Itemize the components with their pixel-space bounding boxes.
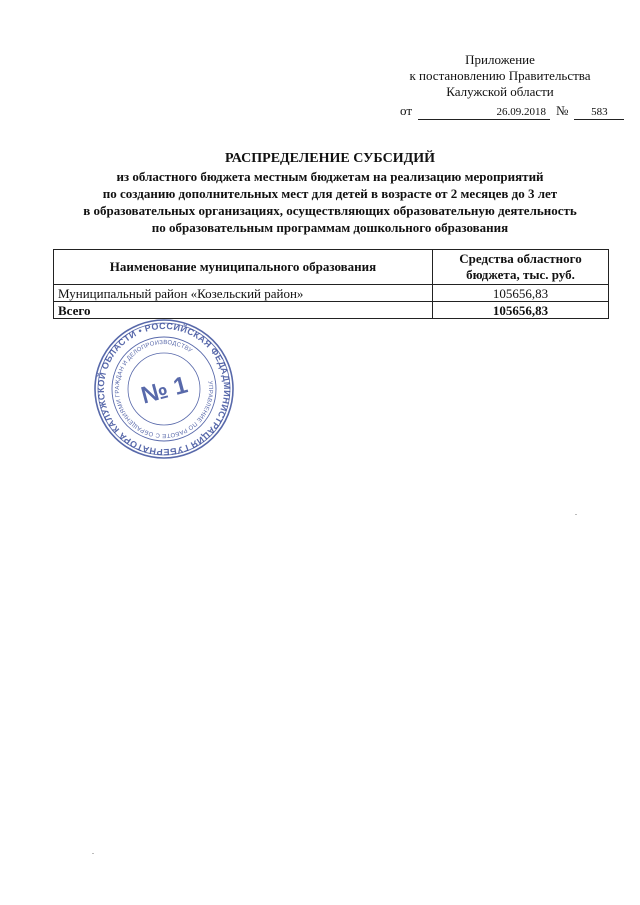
- resolution-date-number: [400, 103, 630, 120]
- header-funds-line-2: бюджета, тыс. руб.: [466, 267, 575, 282]
- header-funds-line-1: Средства областного: [459, 251, 582, 266]
- svg-text:№ 1: № 1: [138, 371, 191, 410]
- title-line-4: по образовательным программам дошкольного образования: [151, 220, 509, 235]
- date-prefix: от: [400, 103, 413, 118]
- scan-speck: [575, 514, 577, 515]
- total-value: 105656,83: [433, 302, 609, 319]
- table-total-row: [54, 302, 609, 319]
- subsidy-distribution-table: [53, 249, 609, 319]
- title-line-3: в образовательных организациях, осуществляющих образовательную деятельность: [83, 203, 577, 218]
- svg-text:УПРАВЛЕНИЕ ПО РАБОТЕ С ОБРАЩЕН: УПРАВЛЕНИЕ ПО РАБОТЕ С ОБРАЩЕНИЯМИ ГРАЖДАН И ДЕЛОПРОИЗВОДСТВУ: [114, 339, 214, 439]
- row-funds-value: 105656,83: [433, 285, 609, 302]
- title-line-2: по созданию дополнительных мест для детей в возрасте от 2 месяцев до 3 лет: [102, 186, 558, 201]
- official-seal: [93, 318, 235, 460]
- total-label: Всего: [54, 302, 433, 319]
- number-prefix: №: [556, 103, 569, 118]
- document-title: [40, 150, 620, 236]
- appendix-header: [380, 52, 620, 100]
- resolution-reference: к постановлению Правительства: [409, 68, 591, 83]
- region-name: Калужской области: [446, 84, 554, 99]
- scan-speck: [92, 853, 94, 854]
- header-municipality: Наименование муниципального образования: [54, 250, 433, 285]
- title-line-1: из областного бюджета местным бюджетам на реализацию мероприятий: [116, 169, 544, 184]
- resolution-number: 583: [574, 106, 624, 120]
- appendix-label: Приложение: [465, 52, 535, 67]
- resolution-date: 26.09.2018: [418, 106, 550, 120]
- table-header-row: [54, 250, 609, 285]
- table-row: [54, 285, 609, 302]
- title-heading: РАСПРЕДЕЛЕНИЕ СУБСИДИЙ: [224, 151, 435, 166]
- row-municipality-name: Муниципальный район «Козельский район»: [54, 285, 433, 302]
- header-funds: [433, 250, 609, 285]
- svg-text:АДМИНИСТРАЦИЯ ГУБЕРНАТОРА КАЛУ: АДМИНИСТРАЦИЯ ГУБЕРНАТОРА КАЛУЖСКОЙ ОБЛАСТИ • РОССИЙСКАЯ ФЕДЕРАЦИЯ: [95, 320, 233, 458]
